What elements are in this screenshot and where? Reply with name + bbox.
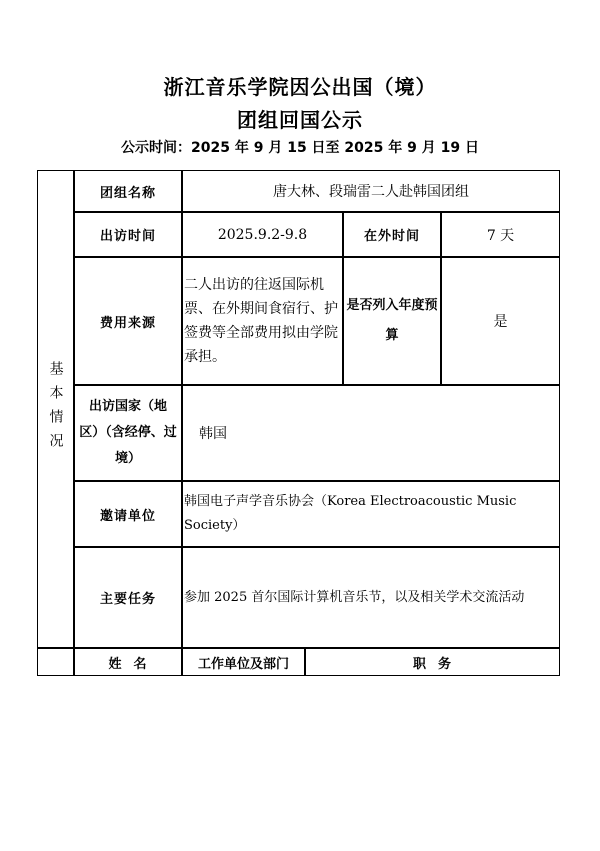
annual-budget-label: 是否列入年度预算 — [346, 298, 438, 343]
tasks-value-cell — [182, 547, 560, 648]
document-title-line1: 浙江音乐学院因公出国（境） — [163, 75, 437, 99]
tasks-value: 参加 2025 首尔国际计算机音乐节，以及相关学术交流活动 — [184, 589, 525, 605]
countries-label: 出访国家（地区）（含经停、过境） — [79, 399, 177, 466]
notice-period: 公示时间：2025 年 9 月 15 日至 2025 年 9 月 19 日 — [121, 140, 479, 156]
inviter-label: 邀请单位 — [74, 481, 182, 547]
visit-time-label: 出访时间 — [74, 212, 182, 257]
column-name-header: 姓 名 — [74, 648, 182, 676]
group-name-value: 唐大林、段瑞雷二人赴韩国团组 — [182, 170, 560, 212]
inviter-value: 韩国电子声学音乐协会（Korea Electroacoustic Music Society） — [184, 494, 517, 533]
inviter-value-cell — [182, 481, 560, 547]
group-name-label: 团组名称 — [74, 170, 182, 212]
visit-time-value: 2025.9.2-9.8 — [182, 212, 343, 257]
tasks-label: 主要任务 — [74, 547, 182, 648]
funding-label: 费用来源 — [74, 257, 182, 385]
funding-value: 二人出访的往返国际机票、在外期间食宿行、护签费等全部费用拟由学院承担。 — [184, 277, 338, 365]
annual-budget-label-cell — [343, 257, 441, 385]
column-position-header: 职 务 — [305, 648, 560, 676]
countries-label-cell — [74, 385, 182, 481]
annual-budget-value: 是 — [441, 257, 560, 385]
funding-value-cell — [182, 257, 343, 385]
abroad-time-value: 7 天 — [441, 212, 560, 257]
member-header-blank — [37, 648, 74, 676]
countries-value: 韩国 — [182, 385, 560, 481]
abroad-time-label: 在外时间 — [343, 212, 441, 257]
section-basic-info: 基本情况 — [37, 170, 74, 648]
column-unit-header: 工作单位及部门 — [182, 648, 305, 676]
document-title-line2: 团组回国公示 — [237, 108, 363, 132]
